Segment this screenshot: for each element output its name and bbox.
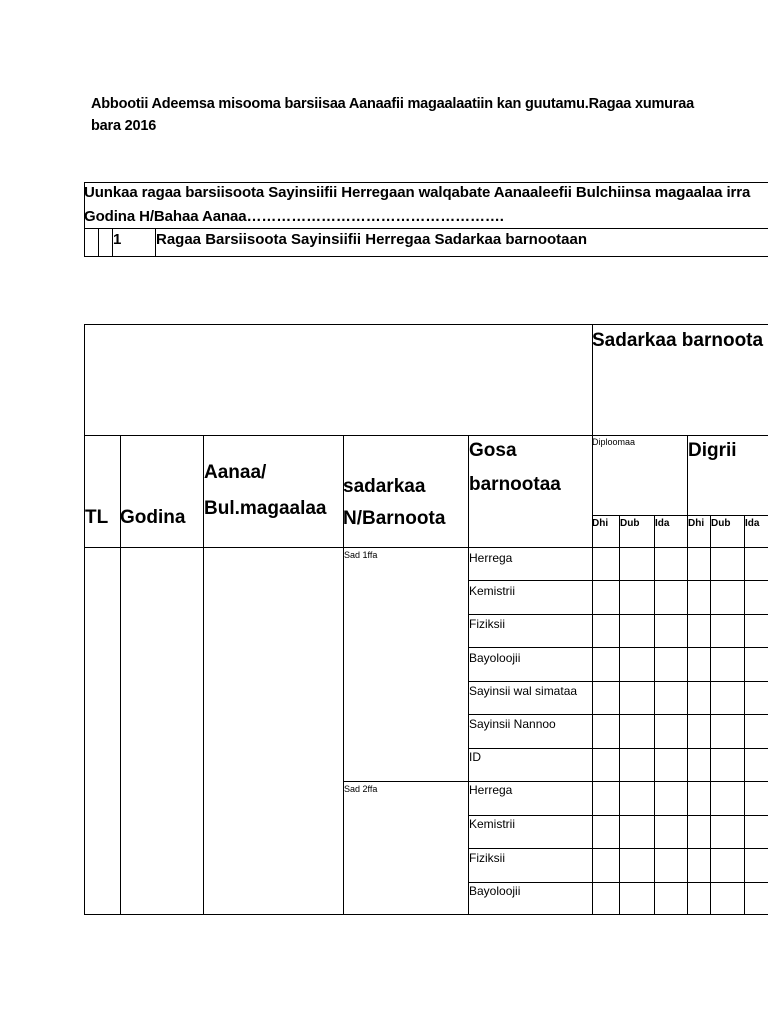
- col-divider-gender: [619, 515, 620, 915]
- row-line: [468, 580, 768, 581]
- gender-label: Dhi: [592, 518, 609, 529]
- group-header-sadarkaa-barnoota: Sadarkaa barnoota: [592, 330, 764, 351]
- gender-label: Dhi: [688, 518, 705, 529]
- row-line: [468, 647, 768, 648]
- table-border-left: [84, 324, 85, 915]
- subject-label: Kemistrii: [469, 817, 516, 831]
- subject-label: Herrega: [469, 551, 513, 565]
- row-line: [468, 714, 768, 715]
- subject-label: Bayoloojii: [469, 651, 521, 665]
- subject-label: Bayoloojii: [469, 884, 521, 898]
- col-header-sadarkaa-line1: sadarkaa: [343, 476, 426, 497]
- subject-label: ID: [469, 750, 481, 764]
- subject-label: Fiziksii: [469, 851, 505, 865]
- col-header-gosa-line2: barnootaa: [469, 474, 561, 495]
- form-header-row-number: 1: [113, 231, 122, 248]
- form-header-title: Uunkaa ragaa barsiisoota Sayinsiifii Herregaan walqabate Aanaaleefii Bulchiinsa magaalaa irra: [84, 184, 751, 201]
- subject-label: Herrega: [469, 783, 513, 797]
- level-label-sad-2: Sad 2ffa: [344, 784, 378, 794]
- row-line: [468, 748, 768, 749]
- form-header-cell-divider: [98, 228, 99, 257]
- row-line: [468, 614, 768, 615]
- col-divider-diploma: [687, 435, 688, 915]
- col-divider-sadarkaa: [468, 435, 469, 915]
- form-header-box: [84, 182, 768, 257]
- intro-line-1: Abbootii Adeemsa misooma barsiisaa Aanaafii magaalaatiin kan guutamu.Ragaa xumuraa: [91, 96, 694, 112]
- row-line: [468, 815, 768, 816]
- form-header-zone: Godina H/Bahaa Aanaa…………………………………………….: [84, 208, 504, 225]
- subject-label: Kemistrii: [469, 584, 516, 598]
- subject-label: Fiziksii: [469, 617, 505, 631]
- col-divider-aanaa: [343, 435, 344, 915]
- subheader-diploma: Diploomaa: [592, 437, 636, 447]
- table-border-top: [84, 324, 768, 325]
- gender-label: Ida: [745, 518, 760, 529]
- gender-label: Dub: [620, 518, 640, 529]
- subject-label: Sayinsii wal simataa: [469, 684, 578, 698]
- gender-label: Ida: [655, 518, 670, 529]
- col-header-gosa-line1: Gosa: [469, 440, 517, 461]
- col-header-tl: TL: [85, 507, 109, 528]
- col-divider-gosa: [592, 324, 593, 915]
- group-divider-line: [343, 781, 768, 782]
- row-line: [468, 848, 768, 849]
- form-header-row-title: Ragaa Barsiisoota Sayinsiifii Herregaa Sadarkaa barnootaan: [156, 231, 588, 248]
- intro-text: [91, 93, 694, 137]
- subheader-digrii: Digrii: [688, 440, 737, 461]
- col-divider-gender: [654, 515, 655, 915]
- col-header-godina: Godina: [120, 507, 186, 528]
- row-line: [468, 681, 768, 682]
- teacher-data-table: [84, 324, 768, 915]
- col-divider-gender: [710, 515, 711, 915]
- table-border-bottom: [84, 914, 768, 915]
- subject-label: Sayinsii Nannoo: [469, 717, 556, 731]
- header-divider: [84, 435, 768, 436]
- col-header-aanaa-line1: Aanaa/: [204, 462, 267, 483]
- form-header-row-divider: [84, 228, 768, 229]
- gender-label: Dub: [711, 518, 731, 529]
- col-divider-gender: [744, 515, 745, 915]
- col-header-sadarkaa-line2: N/Barnoota: [343, 508, 446, 529]
- col-header-aanaa-line2: Bul.magaalaa: [204, 498, 327, 519]
- level-label-sad-1: Sad 1ffa: [344, 550, 378, 560]
- row-line: [468, 882, 768, 883]
- header-bottom-line: [84, 547, 768, 548]
- intro-line-2: bara 2016: [91, 118, 157, 134]
